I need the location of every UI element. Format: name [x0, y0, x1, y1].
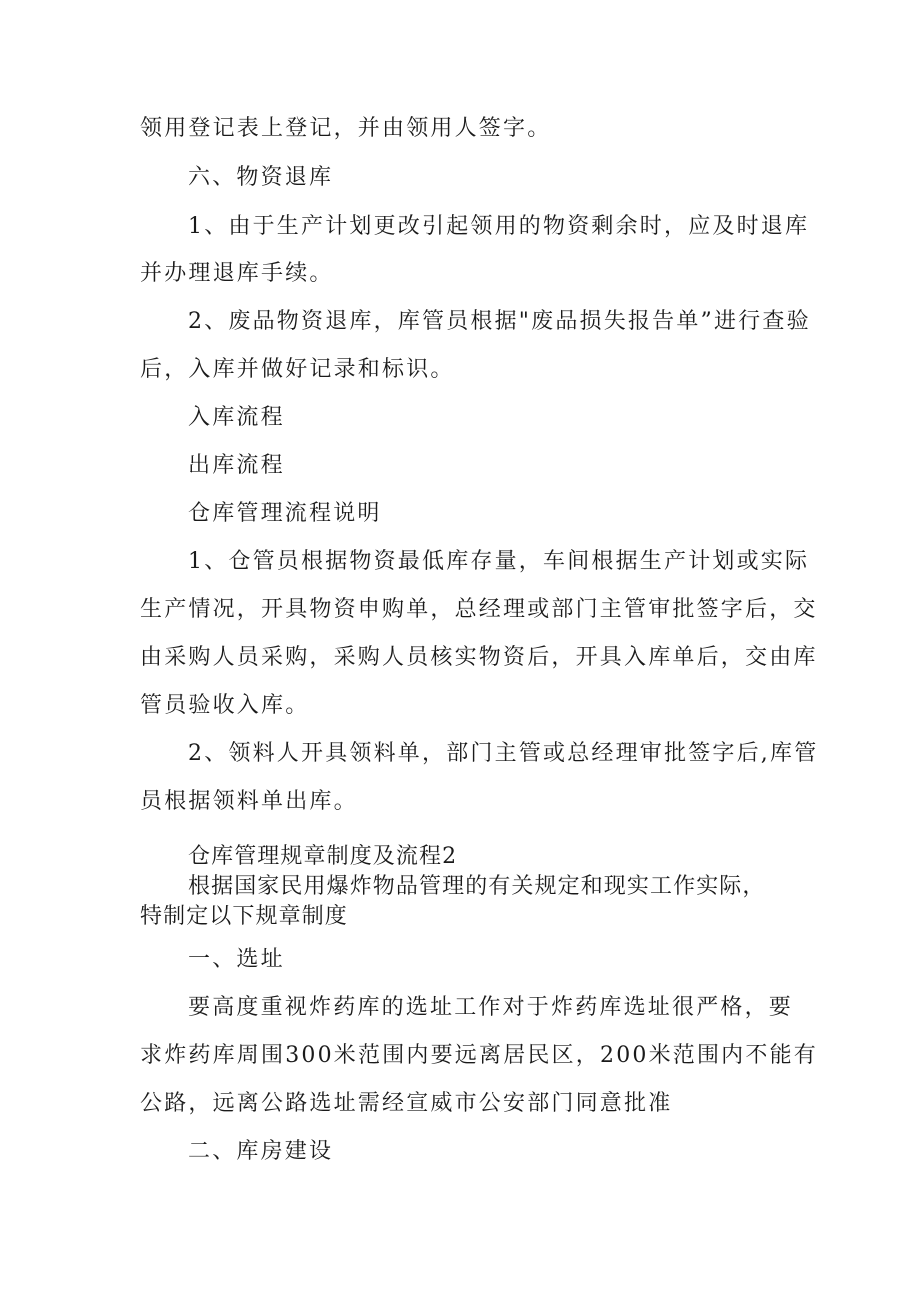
heading-inbound-process: 入库流程 — [188, 405, 285, 430]
section-heading-material-return: 六、物资退库 — [188, 165, 334, 190]
section-heading-warehouse-construction: 二、库房建设 — [188, 1139, 334, 1164]
paragraph-line: 生产情况，开具物资申购单，总经理或部门主管审批签字后，交 — [140, 597, 818, 622]
paragraph-line: 1、由于生产计划更改引起领用的物资剩余时，应及时退库 — [188, 214, 810, 239]
paragraph-line: 领用登记表上登记，并由领用人签字。 — [140, 116, 552, 141]
heading-outbound-process: 出库流程 — [188, 453, 285, 478]
paragraph-line: 后，入库并做好记录和标识。 — [140, 357, 455, 382]
heading-process-description: 仓库管理流程说明 — [188, 501, 382, 526]
paragraph-line: 管员验收入库。 — [140, 693, 310, 718]
paragraph-line: 根据国家民用爆炸物品管理的有关规定和现实工作实际， — [188, 874, 766, 899]
paragraph-line: 1、仓管员根据物资最低库存量，车间根据生产计划或实际 — [188, 549, 810, 574]
section-heading-site-selection: 一、选址 — [188, 947, 285, 972]
paragraph-line: 特制定以下规章制度 — [140, 904, 348, 929]
paragraph-line: 员根据领料单出库。 — [140, 789, 358, 814]
paragraph-line: 2、废品物资退库，库管员根据"废品损失报告单”进行查验 — [188, 309, 811, 334]
document-title-2: 仓库管理规章制度及流程2 — [188, 844, 458, 869]
paragraph-line: 公路，远离公路选址需经宣威市公安部门同意批准 — [140, 1091, 673, 1116]
paragraph-line: 要高度重视炸药库的选址工作对于炸药库选址很严格，要 — [188, 995, 794, 1020]
paragraph-line: 由采购人员采购，采购人员核实物资后，开具入库单后，交由库 — [140, 645, 818, 670]
paragraph-line: 求炸药库周围300米范围内要远离居民区，200米范围内不能有 — [140, 1043, 818, 1068]
paragraph-line: 2、领料人开具领料单，部门主管或总经理审批签字后,库管 — [188, 741, 819, 766]
paragraph-line: 并办理退库手续。 — [140, 261, 334, 286]
